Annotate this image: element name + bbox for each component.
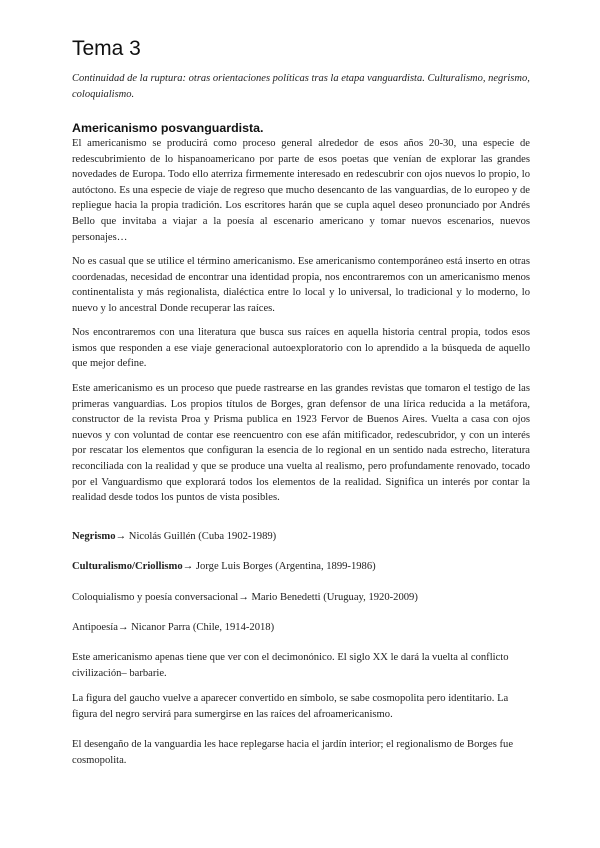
closing-paragraph-1: Este americanismo apenas tiene que ver con el decimonónico. El siglo XX le dará la vuelta al conflicto civilización– barbarie. — [72, 652, 509, 679]
list-text: → Nicolás Guillén (Cuba 1902-1989) — [115, 531, 277, 542]
section-heading: Americanismo posvanguardista. — [72, 121, 264, 135]
page-subtitle: Continuidad de la ruptura: otras orientaciones políticas tras la etapa vanguardista. Culturalismo, negrismo, coloquialismo. — [72, 73, 530, 100]
list-item — [72, 622, 274, 633]
list-item — [72, 592, 418, 603]
list-text: → Jorge Luis Borges (Argentina, 1899-1986) — [182, 561, 376, 572]
list-term: Culturalismo/Criollismo — [72, 561, 183, 572]
list-item — [72, 531, 276, 542]
closing-paragraph-3: El desengaño de la vanguardia les hace replegarse hacia el jardín interior; el regionalismo de Borges fue cosmopolita. — [72, 739, 514, 766]
page-title: Tema 3 — [72, 37, 141, 60]
closing-paragraph-2: La figura del gaucho vuelve a aparecer convertido en símbolo, se sabe cosmopolita pero identitario. La figura del negro servirá para sumergirse en las raíces del afroamericanismo. — [72, 693, 509, 720]
list-text: Coloquialismo y poesía conversacional→ Mario Benedetti (Uruguay, 1920-2009) — [72, 592, 418, 603]
paragraph-3: Nos encontraremos con una literatura que busca sus raíces en aquella historia central propia, todos esos ismos que responden a ese viaje generacional autoexploratorio con lo aprendido a la búsqueda de aquello que mejor define. — [72, 327, 530, 370]
list-text: Antipoesía→ Nicanor Parra (Chile, 1914-2018) — [72, 622, 275, 633]
paragraph-4: Este americanismo es un proceso que puede rastrearse en las grandes revistas que tomaron el testigo de las primeras vanguardias. Los propios títulos de Borges, gran defensor de una lírica reducida a la metáfora, constructor de la revista Proa y Prisma publica en 1923 Fervor de Buenos Aires. Vuelta a casa con ojos nuevos y con voluntad de contar ese reencuentro con ese afán mitificador, redescubridor, y con un interés por rescatar los elementos que configuran la esencia de lo regional en un sentido nada estrecho, literatura reconciliada con la realidad y que se produce una vuelta al realismo, pero profundamente renovado, tocado por el Vanguardismo que explorará todos los elementos de la realidad. Significa un interés por contar la realidad desde todos los puntos de vista posibles. — [72, 383, 530, 504]
paragraph-1: El americanismo se producirá como proceso general alrededor de esos años 20-30, una especie de redescubrimiento de lo hispanoamericano por parte de esos poetas que venían de explorar las grandes novedades de Europa. Todo ello aterriza firmemente interesado en redescubrir con ojos nuevos lo propio, lo autóctono. Es una especie de viaje de regreso que mucho desencanto de las vanguardias, de lo europeo y de repliegue hacia la propia tradición. Los escritores harán que se cupla aquel deseo pronunciado por Andrés Bello que invitaba a viajar a la poesía al escenario americano y tomar nuevos escenarios, nuevos personajes… — [72, 138, 530, 243]
paragraph-2: No es casual que se utilice el término americanismo. Ese americanismo contemporáneo está inserto en otras coordenadas, necesidad de encontrar una identidad propia, nos encontraremos con un americanismo menos continentalista y más regionalista, dialéctica entre lo local y lo universal, lo tradicional y lo moderno, lo nuevo y lo ancestral Donde recuperar las raíces. — [72, 256, 530, 314]
list-item — [72, 561, 376, 572]
list-term: Negrismo — [72, 531, 116, 542]
